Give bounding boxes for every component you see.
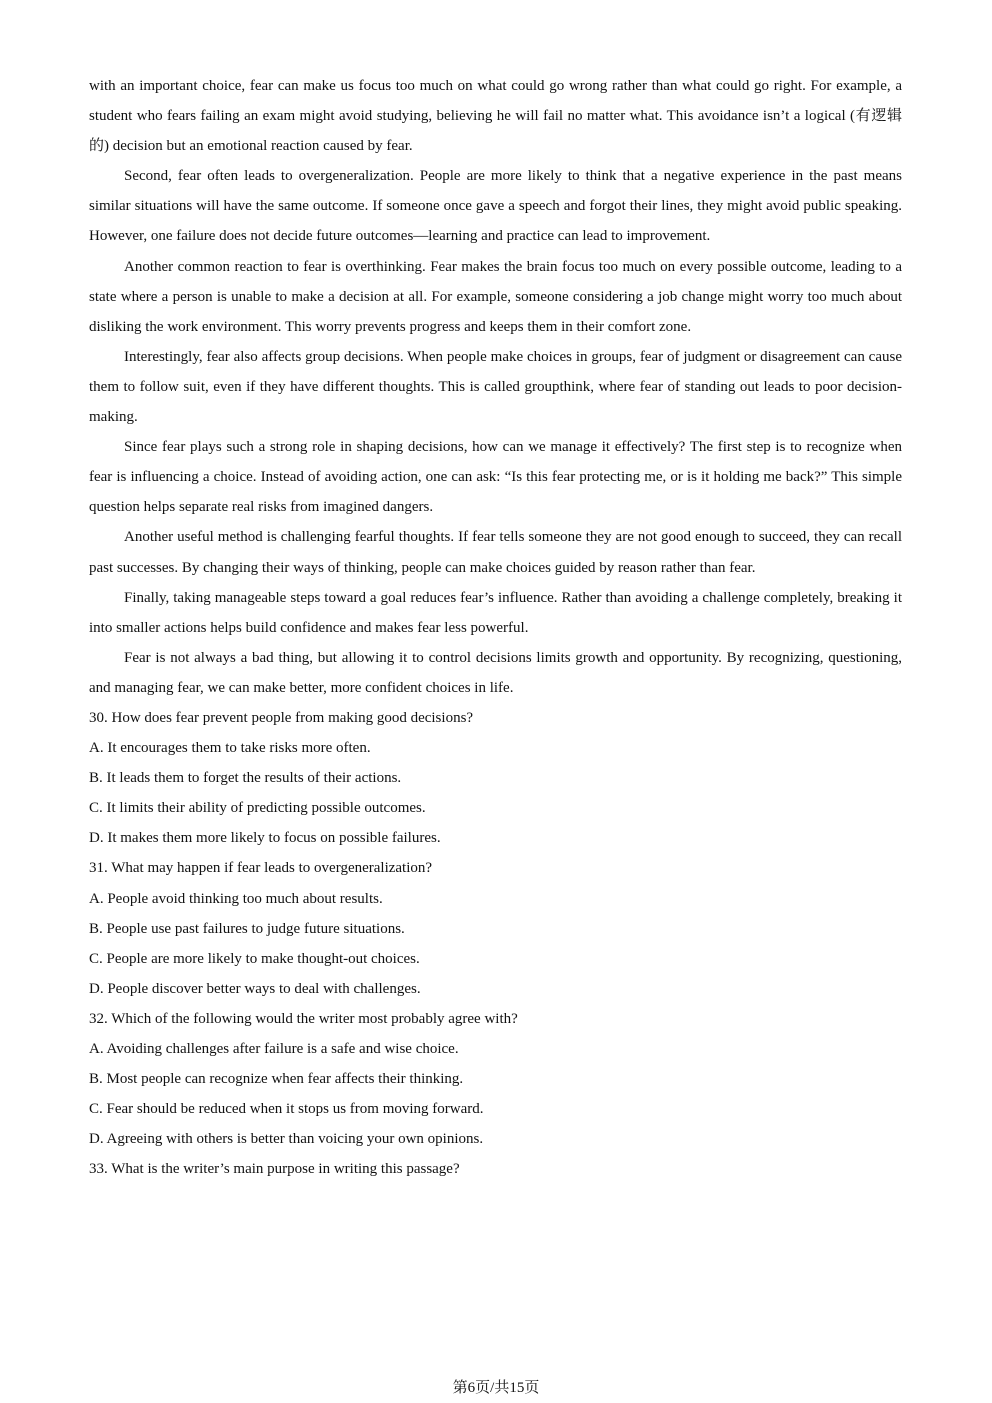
question-block	[89, 853, 902, 1003]
question-stem: 32. Which of the following would the writer most probably agree with?	[89, 1010, 518, 1027]
answer-option: C. People are more likely to make thought-out choices.	[89, 950, 420, 967]
passage-paragraph: Another useful method is challenging fearful thoughts. If fear tells someone they are not good enough to succeed, they can recall past successes. By changing their ways of thinking, people can make choices guided by reason rather than fear.	[89, 529, 902, 576]
answer-option: A. It encourages them to take risks more often.	[89, 740, 371, 757]
passage-paragraph: Interestingly, fear also affects group decisions. When people make choices in groups, fear of judgment or disagreement can cause them to follow suit, even if they have different thoughts. This is called groupthink, where fear of standing out leads to poor decision-making.	[89, 348, 902, 426]
answer-option: C. Fear should be reduced when it stops us from moving forward.	[89, 1101, 484, 1118]
question-block	[89, 1004, 902, 1154]
answer-option: C. It limits their ability of predicting possible outcomes.	[89, 800, 426, 817]
question-stem: 33. What is the writer’s main purpose in writing this passage?	[89, 1161, 460, 1178]
passage	[89, 71, 902, 703]
questions-section	[89, 703, 902, 1185]
page-footer	[0, 1378, 992, 1398]
question-block	[89, 1154, 902, 1184]
page-body	[89, 71, 902, 1184]
passage-paragraph: Second, fear often leads to overgeneralization. People are more likely to think that a negative experience in the past means similar situations will have the same outcome. If someone once gave a speech and forgot their lines, they might avoid public speaking. However, one failure does not decide future outcomes—learning and practice can lead to improvement.	[89, 168, 902, 245]
answer-option: A. Avoiding challenges after failure is a safe and wise choice.	[89, 1041, 459, 1057]
answer-option: B. People use past failures to judge future situations.	[89, 920, 405, 937]
answer-option: B. Most people can recognize when fear affects their thinking.	[89, 1071, 464, 1088]
passage-paragraph: Another common reaction to fear is overthinking. Fear makes the brain focus too much on every possible outcome, leading to a state where a person is unable to make a decision at all. For example, someone considering a job change might worry too much about disliking the work environment. This worry prevents progress and keeps them in their comfort zone.	[89, 258, 902, 335]
passage-paragraph: Fear is not always a bad thing, but allowing it to control decisions limits growth and opportunity. By recognizing, questioning, and managing fear, we can make better, more confident choices in life.	[89, 649, 902, 696]
answer-option: A. People avoid thinking too much about results.	[89, 890, 383, 907]
answer-option: D. It makes them more likely to focus on possible failures.	[89, 830, 441, 847]
question-stem: 31. What may happen if fear leads to overgeneralization?	[89, 860, 433, 877]
answer-option: B. It leads them to forget the results of their actions.	[89, 770, 402, 787]
question-block	[89, 703, 902, 853]
answer-option: D. People discover better ways to deal with challenges.	[89, 980, 421, 997]
passage-paragraph: Finally, taking manageable steps toward a goal reduces fear’s influence. Rather than avoiding a challenge completely, breaking it into smaller actions helps build confidence and makes fear less powerful.	[89, 589, 902, 636]
answer-option: D. Agreeing with others is better than voicing your own opinions.	[89, 1131, 484, 1148]
page-number: 第6页/共15页	[452, 1380, 540, 1396]
question-stem: 30. How does fear prevent people from making good decisions?	[89, 709, 474, 726]
passage-paragraph: Since fear plays such a strong role in shaping decisions, how can we manage it effectively? The first step is to recognize when fear is influencing a choice. Instead of avoiding action, one can ask: “Is this fear protecting me, or is it holding me back?” This simple question helps separate real risks from imagined dangers.	[89, 439, 902, 516]
passage-paragraph: with an important choice, fear can make us focus too much on what could go wrong rather than what could go right. For example, a student who fears failing an exam might avoid studying, believing he will fail no matter what. This avoidance isn’t a logical (有逻辑的) decision but an emotional reaction caused by fear.	[89, 78, 902, 155]
